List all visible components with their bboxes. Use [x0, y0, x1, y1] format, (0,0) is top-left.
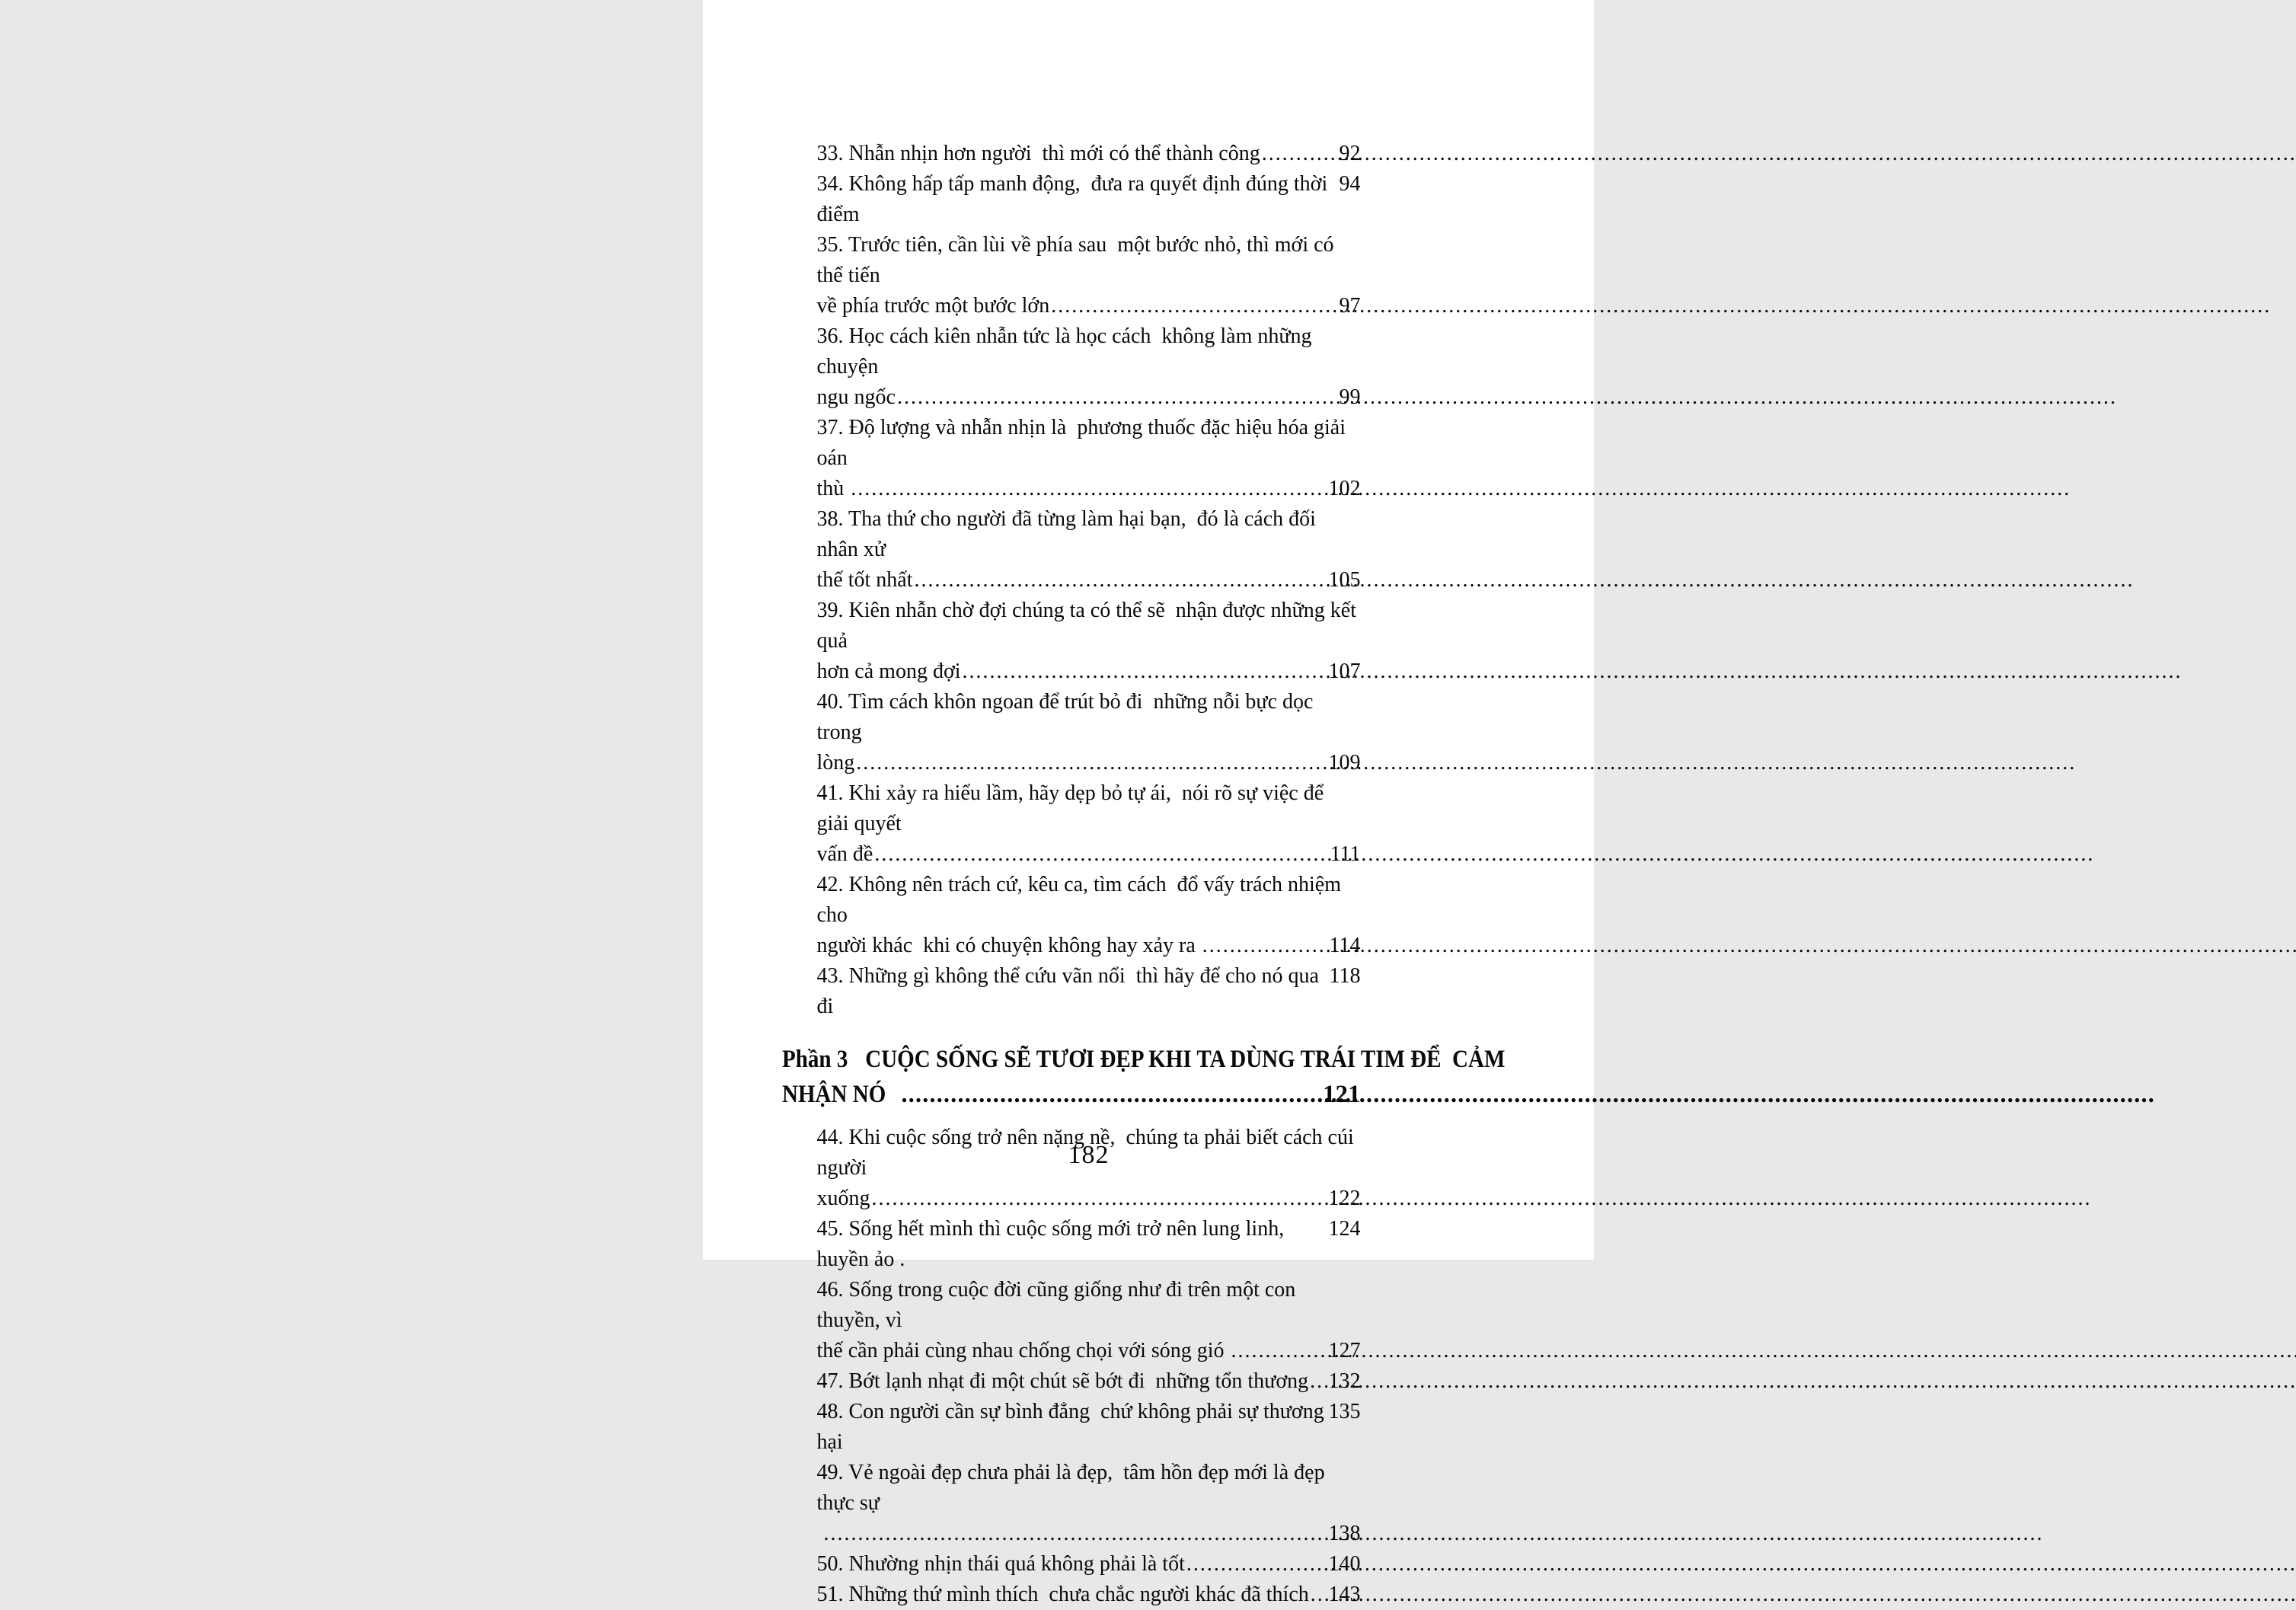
toc-entry-text: 38. Tha thứ cho người đã từng làm hại bạn, đó là cách đối nhân xử: [816, 507, 1321, 561]
part-title: CUỘC SỐNG SẼ TƯƠI ĐẸP KHI TA DÙNG TRÁI TIM ĐỂ CẢM: [864, 1046, 1505, 1073]
dot-leader: [1262, 139, 1338, 169]
toc-entry-page-number: 94: [1339, 172, 1361, 196]
part-heading: [781, 1042, 1505, 1112]
toc-entry-text: [817, 1519, 822, 1549]
toc-entry-line: [817, 1519, 1361, 1549]
toc-entry-page-number: 118: [1329, 964, 1361, 988]
toc-entry-page-number: 114: [1329, 934, 1361, 957]
part-heading-line2: [782, 1077, 1361, 1112]
toc-entry-page-number: 111: [1330, 842, 1361, 866]
book-toc-page: [703, 0, 1594, 1606]
toc-entry-page-number: 99: [1339, 385, 1361, 409]
toc-entries-33-43: [817, 139, 1361, 1022]
toc-entry-text: người khác khi có chuyện không hay xảy ra: [816, 934, 1201, 957]
dot-leader: [874, 839, 1328, 870]
toc-entry-line: [817, 1580, 1361, 1610]
dot-leader: [851, 474, 1327, 504]
toc-entries-44-51: [817, 1123, 1361, 1610]
toc-entry-line: [817, 931, 1361, 961]
toc-entry-page-number: 140: [1328, 1552, 1361, 1576]
dot-leader: [963, 656, 1327, 687]
toc-entry-text: 50. Nhường nhịn thái quá không phải là tốt: [816, 1552, 1185, 1576]
dot-leader: [1202, 931, 1328, 961]
toc-entry-line: [817, 870, 1361, 931]
dot-leader: [824, 1519, 1327, 1549]
toc-entry-line: [817, 1458, 1361, 1519]
toc-entry-text: vấn đề: [816, 842, 873, 866]
toc-entry-text: xuống: [816, 1187, 870, 1210]
toc-entry-line: [817, 778, 1361, 839]
toc-entry-line: [817, 1549, 1361, 1580]
toc-entry-line: [817, 1366, 1361, 1397]
toc-entry-page-number: 109: [1328, 751, 1361, 775]
toc-entry-line: [817, 748, 1361, 778]
toc-entry-line: [817, 1397, 1361, 1458]
toc-entry-line: [817, 230, 1361, 291]
toc-entry-line: [817, 961, 1361, 1022]
toc-entry-page-number: 127: [1328, 1339, 1361, 1362]
toc-entry-line: [817, 687, 1361, 748]
page-number: 182: [1068, 1141, 1110, 1169]
toc-entry-page-number: 107: [1328, 660, 1361, 683]
toc-entry-page-number: 143: [1328, 1583, 1361, 1606]
dot-leader: [1311, 1580, 1327, 1610]
toc-entry-text: 48. Con người cần sự bình đẳng chứ không phải sự thương hại: [816, 1400, 1330, 1454]
part-title-continued: NHẬN NÓ: [781, 1081, 886, 1108]
toc-entry-page-number: 102: [1328, 477, 1361, 500]
toc-entry-line: [817, 656, 1361, 687]
toc-entry-text: thế cần phải cùng nhau chống chọi với sóng gió: [816, 1339, 1230, 1362]
toc-entry-page-number: 92: [1339, 142, 1361, 165]
toc-entry-line: [817, 839, 1361, 870]
toc-entry-page-number: 122: [1328, 1187, 1361, 1210]
toc-entry-line: [817, 291, 1361, 321]
toc-entry-page-number: 135: [1328, 1400, 1361, 1423]
toc-entry-text: 42. Không nên trách cứ, kêu ca, tìm cách đổ vấy trách nhiệm cho: [816, 873, 1346, 927]
toc-entry-text: 34. Không hấp tấp manh động, đưa ra quyết định đúng thời điểm: [816, 172, 1333, 226]
toc-content: [781, 139, 1505, 1610]
toc-entry-text: 44. Khi cuộc sống trở nên nặng nề, chúng ta phải biết cách cúi người: [816, 1126, 1359, 1180]
toc-entry-line: [817, 565, 1361, 596]
toc-entry-text: thế tốt nhất: [816, 568, 913, 592]
toc-entry-text: 49. Vẻ ngoài đẹp chưa phải là đẹp, tâm hồn đẹp mới là đẹp thực sự: [816, 1461, 1330, 1515]
toc-entry-text: thù: [816, 477, 850, 500]
toc-entry-text: lòng: [816, 751, 855, 775]
part-page-number: 121: [1323, 1081, 1361, 1108]
toc-entry-text: 33. Nhẫn nhịn hơn người thì mới có thể thành công: [816, 142, 1260, 165]
toc-entry-text: 39. Kiên nhẫn chờ đợi chúng ta có thể sẽ nhận được những kết quả: [816, 599, 1362, 653]
toc-entry-text: 51. Những thứ mình thích chưa chắc người khác đã thích: [816, 1583, 1309, 1606]
toc-entry-line: [817, 169, 1361, 230]
toc-entry-text: 37. Độ lượng và nhẫn nhịn là phương thuốc đặc hiệu hóa giải oán: [816, 416, 1351, 470]
toc-entry-line: [817, 1214, 1361, 1275]
dot-leader: [901, 1077, 1321, 1112]
dot-leader: [1310, 1366, 1327, 1397]
toc-entry-line: [817, 413, 1361, 474]
dot-leader: [1051, 291, 1337, 321]
toc-entry-text: 40. Tìm cách khôn ngoan để trút bỏ đi những nỗi bực dọc trong: [816, 690, 1319, 744]
dot-leader: [897, 382, 1338, 413]
toc-entry-text: 36. Học cách kiên nhẫn tức là học cách không làm những chuyện: [816, 324, 1317, 379]
toc-entry-line: [817, 382, 1361, 413]
toc-entry-text: ngu ngốc: [816, 385, 896, 409]
dot-leader: [872, 1184, 1327, 1214]
toc-entry-line: [817, 596, 1361, 656]
toc-entry-line: [817, 1275, 1361, 1336]
toc-entry-line: [817, 1336, 1361, 1366]
toc-entry-text: 45. Sống hết mình thì cuộc sống mới trở nên lung linh, huyền ảo .: [816, 1217, 1290, 1271]
toc-entry-page-number: 97: [1339, 294, 1361, 318]
toc-entry-page-number: 138: [1328, 1522, 1361, 1545]
part-label: Phần 3: [781, 1046, 848, 1073]
toc-entry-page-number: 132: [1328, 1369, 1361, 1393]
toc-entry-text: 47. Bớt lạnh nhạt đi một chút sẽ bớt đi những tổn thương: [816, 1369, 1309, 1393]
toc-entry-text: 46. Sống trong cuộc đời cũng giống như đi trên một con thuyền, vì: [816, 1278, 1301, 1332]
toc-entry-line: [817, 321, 1361, 382]
dot-leader: [914, 565, 1327, 596]
toc-entry-line: [817, 504, 1361, 565]
part-heading-line1: [781, 1042, 1505, 1077]
dot-leader: [1231, 1336, 1327, 1366]
toc-entry-text: 41. Khi xảy ra hiểu lầm, hãy dẹp bỏ tự ái, nói rõ sự việc để giải quyết: [816, 781, 1330, 835]
page-footer: [817, 1141, 1361, 1170]
toc-entry-text: 35. Trước tiên, cần lùi về phía sau một bước nhỏ, thì mới có thể tiến: [816, 233, 1340, 287]
toc-entry-page-number: 124: [1328, 1217, 1361, 1241]
toc-entry-line: [817, 139, 1361, 169]
toc-entry-text: về phía trước một bước lớn: [816, 294, 1050, 318]
toc-entry-text: 43. Những gì không thể cứu vãn nổi thì hãy để cho nó qua đi: [816, 964, 1324, 1018]
toc-entry-line: [817, 1184, 1361, 1214]
toc-entry-text: hơn cả mong đợi: [816, 660, 961, 683]
toc-entry-page-number: 105: [1328, 568, 1361, 592]
dot-leader: [856, 748, 1327, 778]
toc-entry-line: [817, 474, 1361, 504]
dot-leader: [1186, 1549, 1327, 1580]
